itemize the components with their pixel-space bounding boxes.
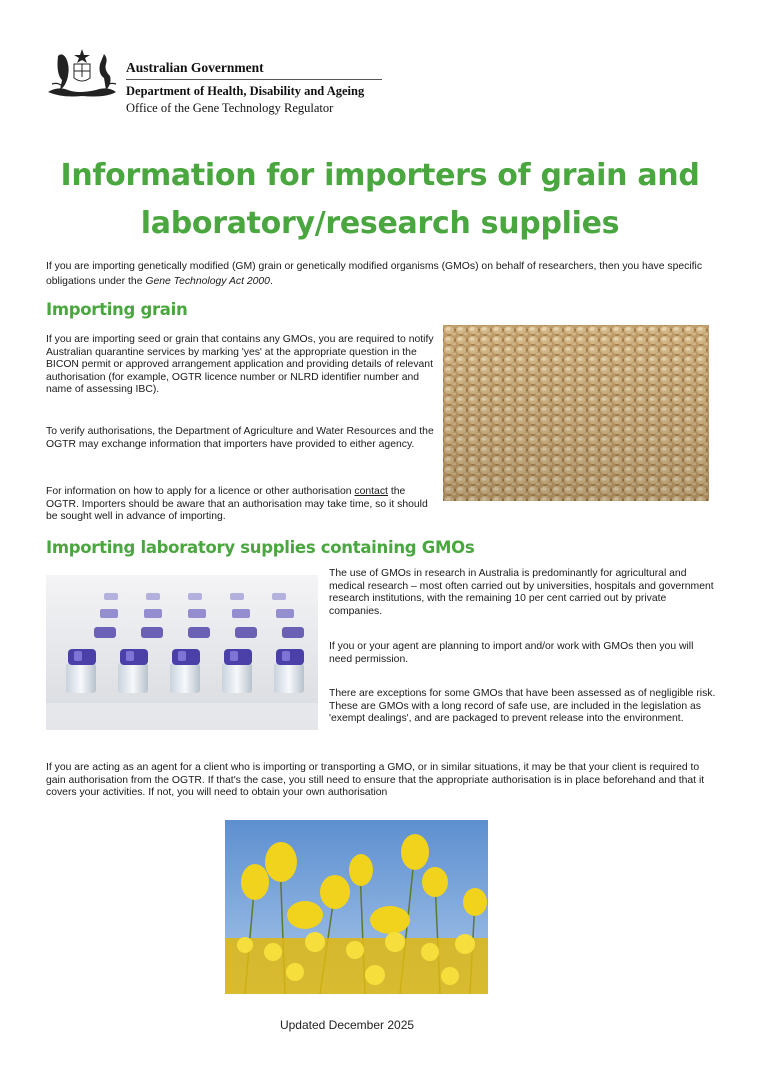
page-title-line-1: Information for importers of grain and: [60, 158, 700, 193]
intro-paragraph: [46, 260, 716, 289]
page-title: [40, 152, 720, 248]
coat-of-arms-logo: [44, 44, 120, 100]
header-divider: [126, 79, 382, 80]
lab-paragraph-1: The use of GMOs in research in Australia is predominantly for agricultural and medical research – most often carried out by universities, hospitals and government research institutions, with the remaining 10 per cent carried out by private companies.: [329, 568, 714, 617]
grain-paragraph-1: If you are importing seed or grain that contains any GMOs, you are required to notify Australian quarantine services by marking 'yes' at the appropriate question in the BICON permit or approved arrangement application and providing details of relevant authorisation (for example, OGTR licence number or NLRD identifier number and name of assessing IBC).: [46, 334, 434, 396]
section-heading-grain: Importing grain: [46, 300, 188, 319]
grain-p3-after: the OGTR. Importers should be aware that an authorisation may take time, so it should be sought well in advance of importing.: [46, 486, 428, 523]
office-name: Office of the Gene Technology Regulator: [126, 101, 334, 115]
canola-field-photo: [225, 820, 488, 994]
page-title-line-2: laboratory/research supplies: [140, 206, 620, 241]
act-name: Gene Technology Act 2000: [145, 275, 270, 287]
contact-link[interactable]: contact: [354, 486, 388, 497]
government-name: Australian Government: [126, 60, 264, 75]
updated-date: Updated December 2025: [279, 1018, 415, 1032]
agent-paragraph: If you are acting as an agent for a client who is importing or transporting a GMO, or in similar situations, it may be that your client is required to gain authorisation from the OGTR. If that's the case, you still need to ensure that the appropriate authorisation is in place beforehand and that it covers your activities. If not, you will need to obtain your own authorisation: [46, 762, 705, 799]
section-heading-lab-supplies: Importing laboratory supplies containing GMOs: [46, 538, 475, 557]
grain-p3-before: For information on how to apply for a licence or other authorisation: [46, 486, 355, 497]
lab-vials-photo: [46, 575, 318, 730]
intro-text: If you are importing genetically modified (GM) grain or genetically modified organisms (GMOs) on behalf of researchers, then you have specific obligations under the: [46, 261, 703, 287]
grain-paragraph-2: To verify authorisations, the Department of Agriculture and Water Resources and the OGTR may exchange information that importers have provided to either agency.: [46, 426, 434, 450]
department-name: Department of Health, Disability and Ageing: [126, 84, 365, 98]
intro-end: .: [269, 275, 273, 287]
grain-photo: [443, 325, 709, 501]
grain-paragraph-3: [46, 486, 436, 524]
lab-paragraph-3: There are exceptions for some GMOs that have been assessed as of negligible risk. These are GMOs with a long record of safe use, are included in the legislation as 'exempt dealings', and are packaged to prevent release into the environment.: [329, 688, 716, 725]
lab-paragraph-2: If you or your agent are planning to import and/or work with GMOs then you will need permission.: [329, 641, 694, 665]
